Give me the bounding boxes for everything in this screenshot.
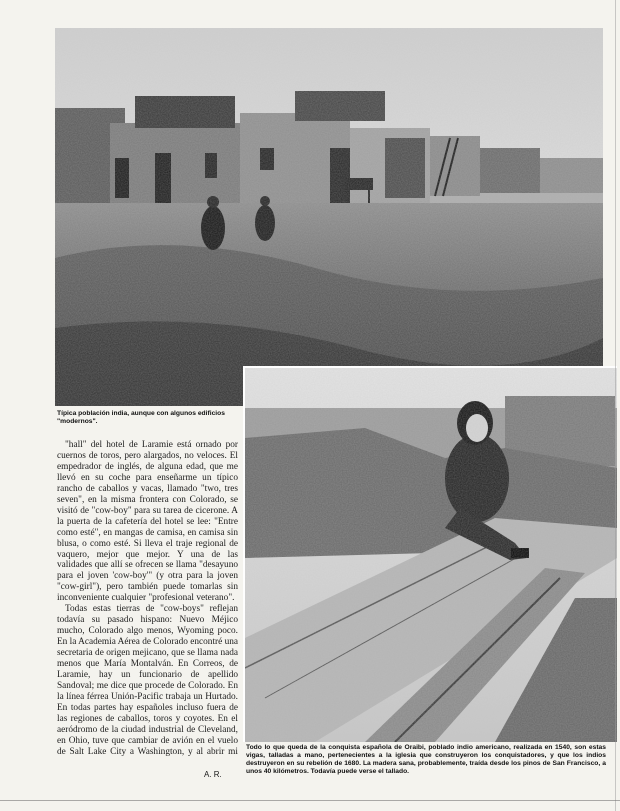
article-paragraph: Todas estas tierras de "cow-boys" reflejan todavía su pasado hispano: Nuevo Méjico mucho, Colorado algo menos, Wyoming poco. En la Academia Aérea de Colorado encontré una secretaria de origen mejicano, que se llama nada menos que María Montalván. En Correos, de Laramie, hay un funcionario de apellido Sandoval; me dice que procede de Colorado. En la línea férrea Unión-Pacific trabaja un Hurtado. En todas partes hay españoles incluso fuera de las regiones de caballos, toros y coyotes. En el aeródromo de la ciudad industrial de Cleveland, en Ohio, tuve que cambiar de avión en el vuelo de Salt Lake City a Washington, y al abrir mi (57, 604, 238, 757)
author-signature: A. R. (204, 770, 222, 779)
top-photo-caption: Típica población india, aunque con algunos edificios "modernos". (57, 410, 225, 425)
article-body (57, 440, 238, 758)
page-edge-rule (615, 0, 616, 811)
bottom-rule (0, 800, 620, 801)
church-beams-photo (243, 366, 617, 742)
pueblo-village-photo (55, 28, 603, 406)
article-paragraph: "hall" del hotel de Laramie está ornado por cuernos de toros, pero alargados, no veloces. El empedrador de inglés, de alguna edad, que me llevó en su coche para enseñarme un típico rancho de caballos y vacas, llamado "two, tres seven", en la misma frontera con Colorado, se visitó de "cow-boy" para su tarea de cicerone. A la puerta de la cafetería del hotel se lee: "Entre como esté", en mangas de camisa, en camisa sin blusa, o como esté. Si lleva el traje regional de vaquero, mejor que mejor. Y una de las validades que allí se ofrecen se llama "desayuno para el joven 'cow-boy'" (y otra para la joven "cow-girl"), pero también puede tomarlas sin inconveniente cualquier "profesional veterano". (57, 440, 238, 604)
bottom-photo-caption: Todo lo que queda de la conquista española de Oraibi, poblado indio americano, realizada en 1540, son estas vigas, talladas a mano, pertenecientes a la iglesia que construyeron los conquistadores, y que los indios destruyeron en su rebelión de 1680. La madera sana, probablemente, traída desde los pinos de San Francisco, a unos 40 kilómetros. Todavía puede verse el tallado. (246, 744, 606, 775)
